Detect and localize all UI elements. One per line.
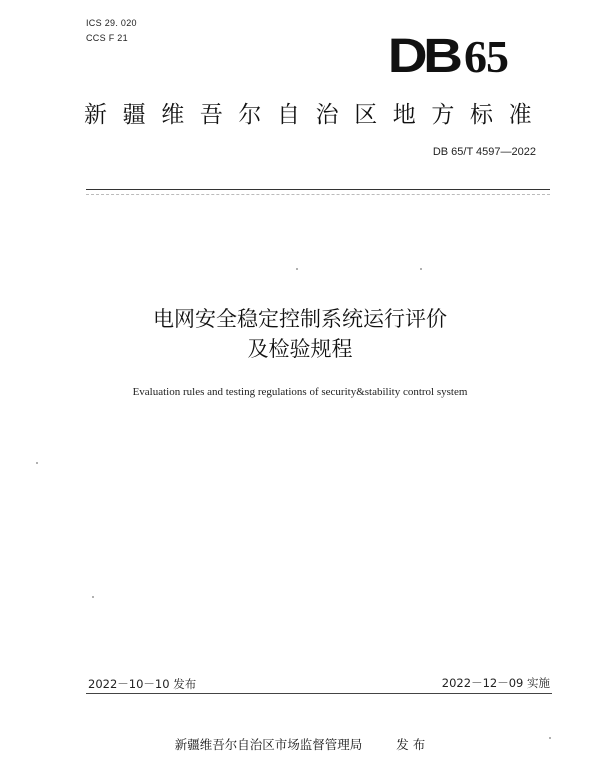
scan-speck (420, 268, 422, 270)
title-line-2: 及检验规程 (247, 337, 353, 361)
org-title: 新疆维吾尔自治区地方标准 (84, 102, 548, 128)
implementation-date: 2022－12－09 实施 (441, 676, 550, 690)
ccs-code: CCS F 21 (86, 33, 128, 43)
top-rule-shadow (86, 194, 550, 195)
classification-codes (86, 16, 137, 46)
db-logo (387, 30, 508, 83)
issuer-line (0, 735, 600, 753)
scan-speck (92, 596, 94, 598)
db-logo-letters: DB (387, 30, 458, 83)
document-title-cn (0, 304, 600, 364)
bottom-rule (86, 693, 552, 694)
top-rule (86, 189, 550, 190)
issuer-name: 新疆维吾尔自治区市场监督管理局 (174, 737, 363, 752)
title-line-1: 电网安全稳定控制系统运行评价 (153, 307, 447, 331)
ics-code: ICS 29. 020 (86, 18, 137, 28)
scan-speck (549, 737, 551, 739)
scan-speck (296, 268, 298, 270)
document-title-en: Evaluation rules and testing regulations of security&stability control system (132, 386, 468, 398)
scan-speck (36, 462, 38, 464)
standard-number: DB 65/T 4597—2022 (432, 146, 536, 158)
issuer-action: 发 布 (396, 737, 426, 752)
issue-date: 2022－10－10 发布 (88, 677, 197, 691)
db-logo-number: 65 (464, 31, 508, 82)
